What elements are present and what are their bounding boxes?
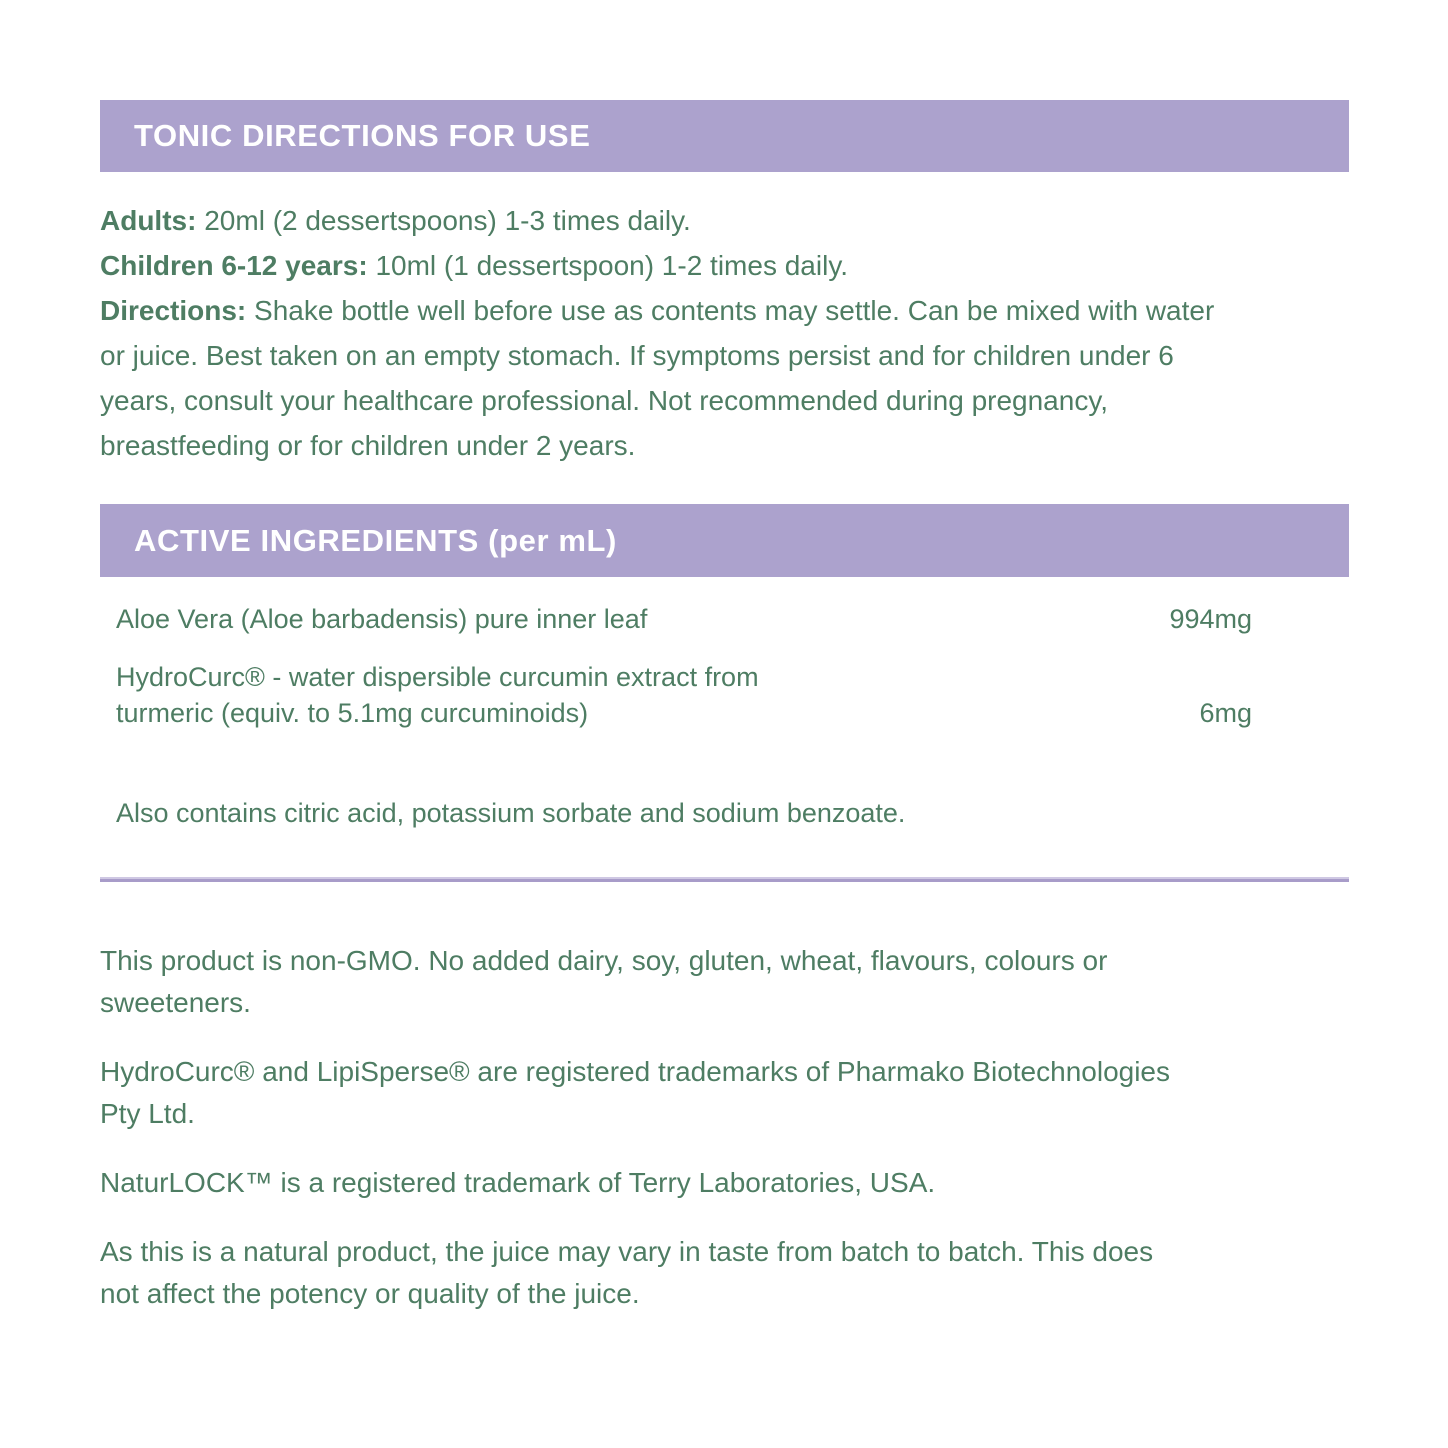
tonic-directions-title: TONIC DIRECTIONS FOR USE	[134, 118, 591, 153]
ingredient-name: HydroCurc® - water dispersible curcumin extract from turmeric (equiv. to 5.1mg curcuminoids)	[116, 662, 759, 728]
adults-text: 20ml (2 dessertspoons) 1-3 times daily.	[204, 205, 691, 236]
active-ingredients-banner	[100, 504, 1349, 577]
children-text: 10ml (1 dessertspoon) 1-2 times daily.	[375, 250, 849, 281]
footnote-natural-product: As this is a natural product, the juice may vary in taste from batch to batch. This does not affect the potency or quality of the juice.	[100, 1236, 1154, 1309]
footnotes-block	[100, 940, 1175, 1315]
direction-item-children	[100, 243, 1225, 288]
ingredient-amount: 6mg	[1199, 698, 1252, 728]
tonic-directions-banner	[100, 100, 1349, 172]
directions-label: Directions:	[100, 295, 247, 326]
direction-item-directions	[100, 288, 1225, 468]
active-ingredients-title: ACTIVE INGREDIENTS (per mL)	[134, 522, 617, 558]
ingredient-row	[116, 659, 1252, 731]
footnote-naturlock-trademark: NaturLOCK™ is a registered trademark of Terry Laboratories, USA.	[100, 1167, 936, 1198]
ingredient-name: Aloe Vera (Aloe barbadensis) pure inner leaf	[116, 604, 648, 634]
ingredient-amount: 994mg	[1169, 604, 1252, 634]
adults-label: Adults:	[100, 205, 197, 236]
ingredient-row	[116, 601, 1252, 637]
directions-block	[100, 198, 1225, 468]
label-sheet	[100, 100, 1349, 1315]
directions-text: Shake bottle well before use as contents may settle. Can be mixed with water or juice. Best taken on an empty stomach. If symptoms persist and for children under 6 years, consult your healthcare professional. Not recommended during pregnancy, breastfeeding or for children under 2 years.	[100, 295, 1215, 461]
ingredients-table	[100, 601, 1349, 731]
also-contains-note: Also contains citric acid, potassium sorbate and sodium benzoate.	[116, 798, 906, 828]
children-label: Children 6-12 years:	[100, 250, 368, 281]
footnote-non-gmo: This product is non-GMO. No added dairy, soy, gluten, wheat, flavours, colours or sweeteners.	[100, 945, 1108, 1018]
section-divider	[100, 877, 1349, 882]
direction-item-adults	[100, 198, 1225, 243]
footnote-hydrocurc-trademark: HydroCurc® and LipiSperse® are registered trademarks of Pharmako Biotechnologies Pty Ltd.	[100, 1056, 1171, 1129]
